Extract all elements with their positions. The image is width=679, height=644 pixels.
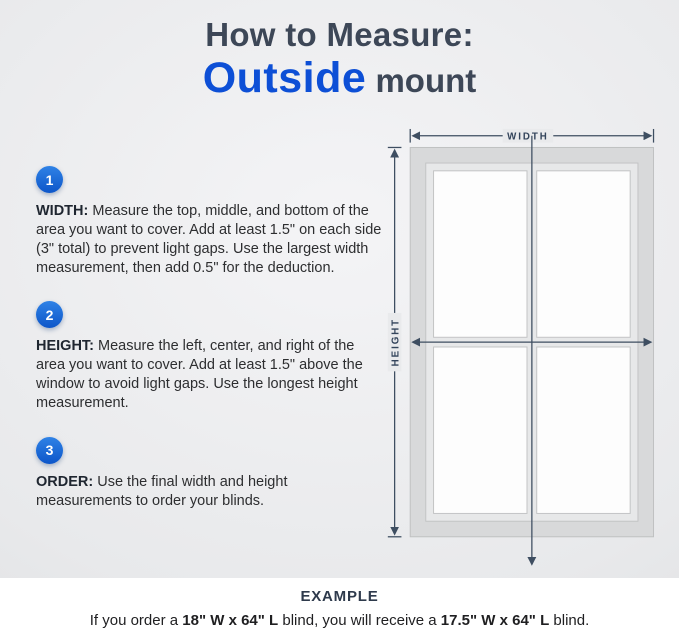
example-suffix: blind. [549, 612, 590, 629]
example-middle: blind, you will receive a [278, 612, 441, 629]
step-2-body: Measure the left, center, and right of the area you want to cover. Add at least 1.5" above the window to avoid light gaps. Use the longest height measurement. [36, 338, 363, 411]
step-1-badge: 1 [36, 166, 63, 193]
window-pane [537, 347, 630, 513]
step-2-label: HEIGHT: [36, 338, 94, 355]
step-3-text [36, 473, 386, 511]
step-3-body: Use the final width and height measurements to order your blinds. [36, 473, 288, 509]
header [0, 16, 679, 110]
step-width [36, 166, 386, 277]
step-1-text [36, 202, 386, 277]
step-3-badge: 3 [36, 437, 63, 464]
example-size-ordered: 18" W x 64" L [182, 612, 279, 629]
window-diagram [381, 128, 673, 576]
step-1-body: Measure the top, middle, and bottom of the area you want to cover. Add at least 1.5" on each side (3" total) to prevent light gaps. Use the largest width measurement, then add 0.5" for the deduction. [36, 203, 382, 276]
example-text [0, 612, 679, 629]
height-label: HEIGHT [390, 317, 402, 367]
step-2-text [36, 337, 386, 412]
example-section [0, 578, 679, 644]
window-pane [434, 171, 527, 337]
width-label: WIDTH [507, 131, 549, 143]
step-2-badge: 2 [36, 301, 63, 328]
step-3-label: ORDER: [36, 473, 94, 490]
window-pane [434, 347, 527, 513]
page-title: How to Measure: [205, 16, 474, 53]
example-size-received: 17.5" W x 64" L [440, 612, 550, 629]
window-diagram-svg [381, 128, 673, 576]
steps-column [36, 166, 386, 534]
subtitle-accent: Outside [202, 54, 367, 102]
example-prefix: If you order a [89, 612, 183, 629]
step-order [36, 437, 386, 511]
step-1-label: WIDTH: [36, 203, 89, 219]
example-title: EXAMPLE [300, 588, 379, 605]
window-pane [537, 171, 630, 337]
step-height [36, 301, 386, 412]
page-subtitle [0, 56, 679, 110]
subtitle-rest: mount [366, 62, 477, 99]
height-label-group [388, 313, 402, 371]
